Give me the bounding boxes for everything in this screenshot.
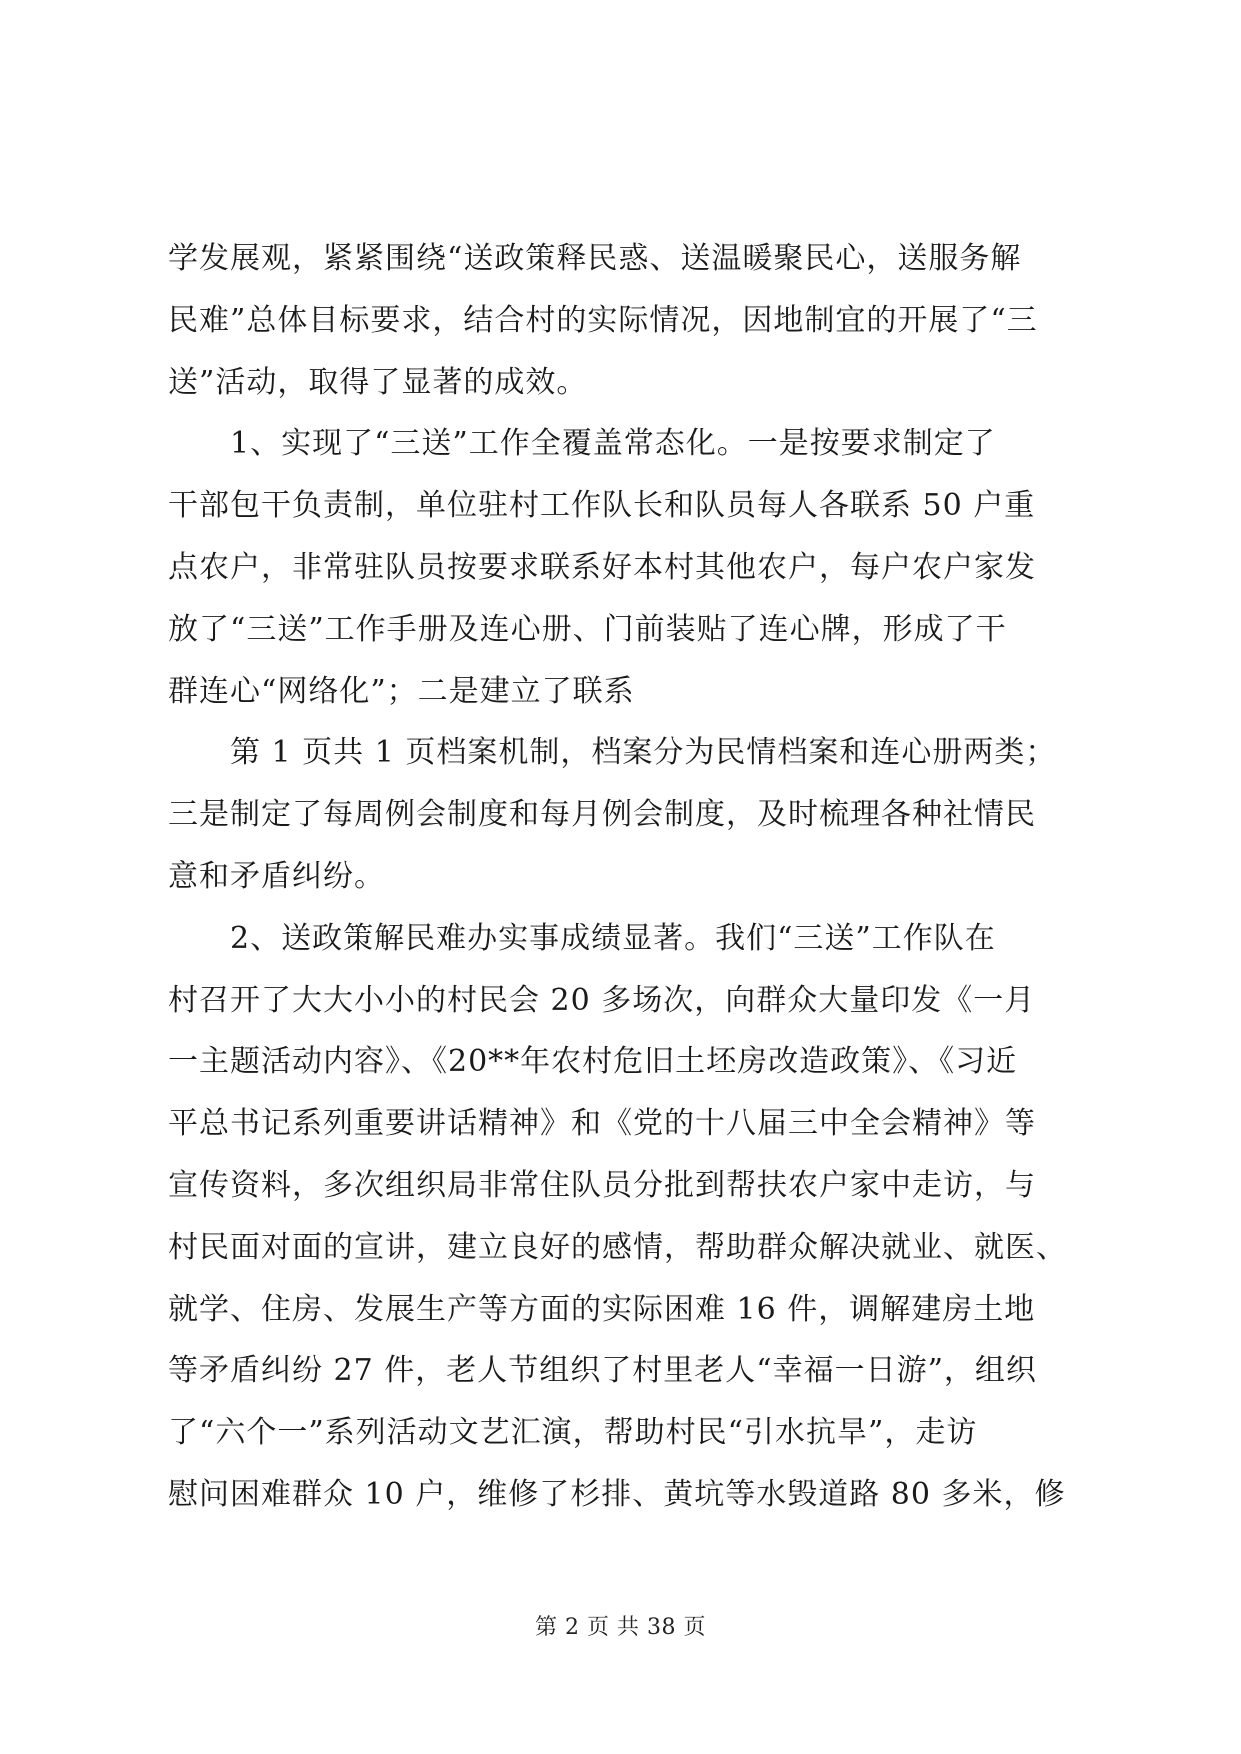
paragraph-2 <box>168 413 1080 722</box>
page-number-footer: 第 2 页 共 38 页 <box>535 1615 706 1640</box>
text-line: 村召开了大大小小的村民会 20 多场次，向群众大量印发《一月 <box>168 982 1036 1018</box>
text-line: 一主题活动内容》、《20**年农村危旧土坯房改造政策》、《习近 <box>168 1044 1018 1080</box>
text-line: 干部包干负责制，单位驻村工作队长和队员每人各联系 50 户重 <box>168 488 1036 524</box>
text-line: 村民面对面的宣讲，建立良好的感情，帮助群众解决就业、就医、 <box>168 1229 1067 1265</box>
text-line: 放了“三送”工作手册及连心册、门前装贴了连心牌，形成了干 <box>168 611 1007 647</box>
text-line: 了“六个一”系列活动文艺汇演，帮助村民“引水抗旱”，走访 <box>168 1415 978 1451</box>
document-body <box>168 228 1080 1526</box>
text-line: 等矛盾纠纷 27 件，老人节组织了村里老人“幸福一日游”，组织 <box>168 1353 1037 1389</box>
text-line: 第 1 页共 1 页档案机制，档案分为民情档案和连心册两类； <box>230 735 1057 771</box>
paragraph-1 <box>168 228 1080 413</box>
text-line: 意和矛盾纠纷。 <box>168 858 385 894</box>
paragraph-3 <box>168 722 1080 907</box>
text-line: 就学、住房、发展生产等方面的实际困难 16 件，调解建房土地 <box>168 1291 1036 1327</box>
text-line: 宣传资料，多次组织局非常住队员分批到帮扶农户家中走访，与 <box>168 1167 1036 1203</box>
text-line: 平总书记系列重要讲话精神》和《党的十八届三中全会精神》等 <box>168 1106 1036 1142</box>
text-line: 1、实现了“三送”工作全覆盖常态化。一是按要求制定了 <box>230 426 996 462</box>
text-line: 群连心“网络化”；二是建立了联系 <box>168 673 635 709</box>
text-line: 点农户，非常驻队员按要求联系好本村其他农户，每户农户家发 <box>168 549 1036 585</box>
text-line: 学发展观，紧紧围绕“送政策释民惑、送温暖聚民心，送服务解 <box>168 241 1022 276</box>
paragraph-4 <box>168 908 1080 1526</box>
text-line: 民难”总体目标要求，结合村的实际情况，因地制宜的开展了“三 <box>168 302 1038 338</box>
text-line: 2、送政策解民难办实事成绩显著。我们“三送”工作队在 <box>230 920 996 956</box>
text-line: 三是制定了每周例会制度和每月例会制度，及时梳理各种社情民 <box>168 797 1036 833</box>
text-line: 慰问困难群众 10 户，维修了杉排、黄坑等水毁道路 80 多米，修 <box>168 1476 1066 1512</box>
text-line: 送”活动，取得了显著的成效。 <box>168 364 588 400</box>
